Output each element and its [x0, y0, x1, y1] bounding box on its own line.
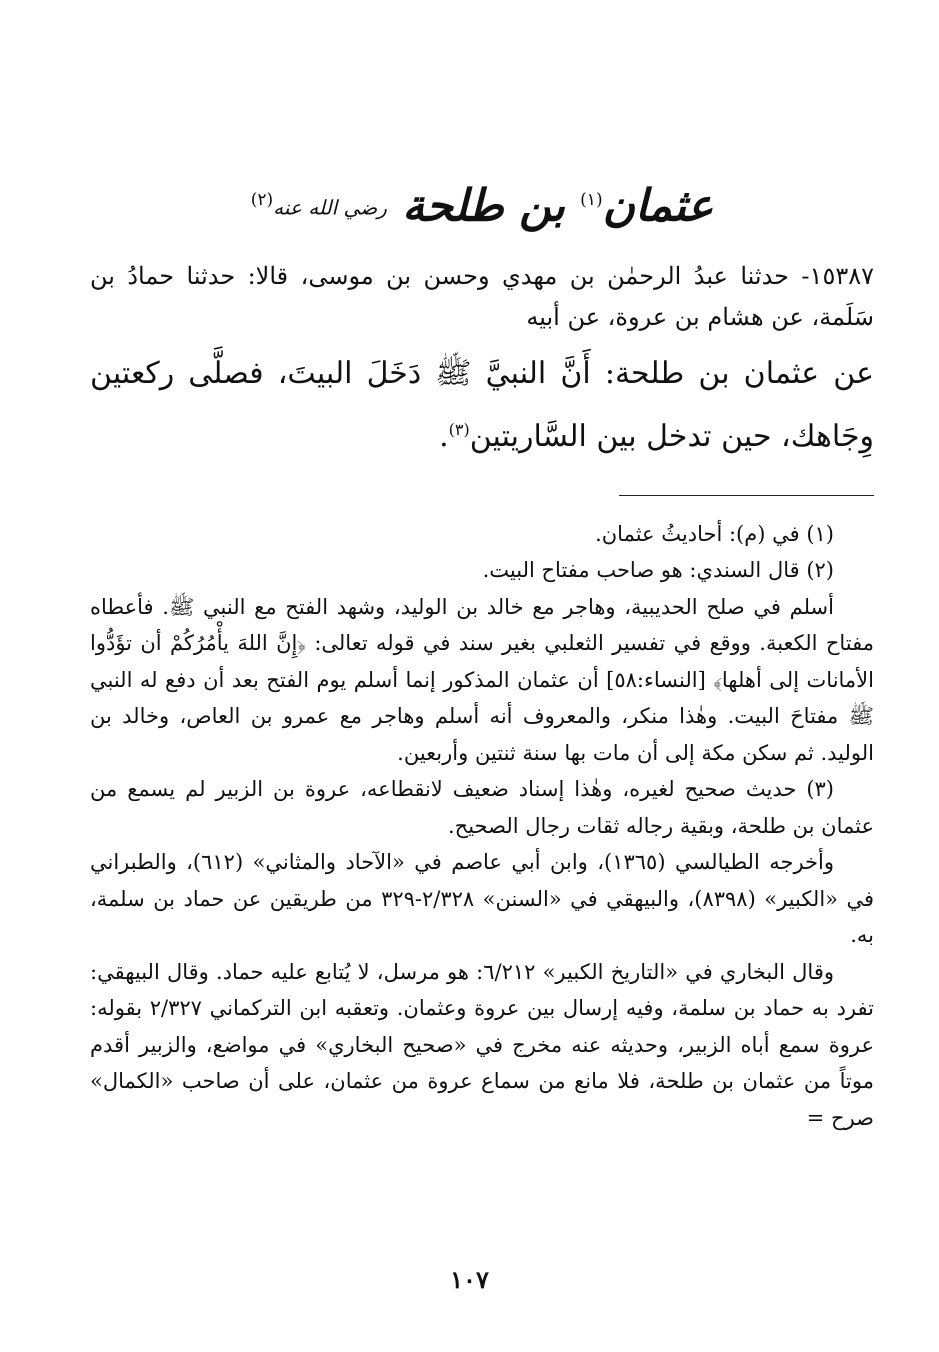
title-footnote-2: (٢) [250, 190, 274, 210]
footnote-separator [619, 495, 874, 496]
hadith-isnad: ١٥٣٨٧- حدثنا عبدُ الرحمٰن بن مهدي وحسن بن موسى، قالا: حدثنا حمادُ بن سَلَمة، عن هشام بن عروة، عن أبيه [90, 261, 874, 331]
page-body [90, 170, 874, 1136]
footnote-2-continued: أسلم في صلح الحديبية، وهاجر مع خالد بن الوليد، وشهد الفتح مع النبي ﷺ. فأعطاه مفتاح الكعبة. ووقع في تفسير الثعلبي بغير سند في قوله تعالى: ﴿إِنَّ اللهَ يأْمُرُكُمْ أن تؤَدُّوا الأمانات إلى أهلها﴾ [النساء:٥٨] أن عثمان المذكور إنما أسلم يوم الفتح بعد أن دفع له النبي ﷺ مفتاحَ البيت. وهٰذا منكر، والمعروف أنه أسلم وهاجر مع عمرو بن العاص، وخالد بن الوليد. ثم سكن مكة إلى أن مات بها سنة ثنتين وأربعين. [90, 594, 874, 765]
hadith-matn-text: عن عثمان بن طلحة: أَنَّ النبيَّ ﷺ دَخَلَ البيتَ، فصلَّى ركعتين وِجَاهك، حين تدخل بين السَّاريتين [90, 355, 874, 454]
title-honorific: رضي الله عنه [273, 195, 387, 220]
hadith-footnote-3: (٣) [448, 419, 470, 439]
hadith-matn: عن عثمان بن طلحة: أَنَّ النبيَّ ﷺ دَخَلَ البيتَ، فصلَّى ركعتين وِجَاهك، حين تدخل بين السَّاريتين$^{(٣)}$. [90, 355, 874, 454]
page-number: ١٠٧ [450, 1265, 489, 1294]
title-rest: بن طلحة [402, 180, 565, 232]
footnote-3: (٣) حديث صحيح لغيره، وهٰذا إسناد ضعيف لانقطاعه، عروة بن الزبير لم يسمع من عثمان بن طلحة، وبقية رجاله ثقات رجال الصحيح. [90, 777, 874, 838]
footnote-3-takhrij: وأخرجه الطيالسي (١٣٦٥)، وابن أبي عاصم في «الآحاد والمثاني» (٦١٢)، والطبراني في «الكبير» (٨٣٩٨)، والبيهقي في «السنن» ٢/٣٢٨-٣٢٩ من طريقين عن حماد بن سلمة، به. [90, 850, 875, 948]
title-name: عثمان [602, 180, 714, 232]
title-footnote-1: (١) [580, 190, 603, 210]
footnote-3-discussion: وقال البخاري في «التاريخ الكبير» ٦/٢١٢: هو مرسل، لا يُتابع عليه حماد. وقال البيهقي: تفرد به حماد بن سلمة، وفيه إرسال بين عروة وعثمان. وتعقبه ابن التركماني ٢/٣٢٧ بقوله: عروة سمع أباه الزبير، وحديثه عنه مخرج في «صحيح البخاري» في مواضع، والزبير أقدم موتاً من عثمان بن طلحة، فلا مانع من سماع عروة من عثمان، على أن صاحب «الكمال» صرح = [90, 959, 874, 1130]
chapter-title [90, 170, 874, 238]
footnote-2: (٢) قال السندي: هو صاحب مفتاح البيت. [482, 558, 834, 583]
footnote-1: (١) في (م): أحاديثُ عثمان. [595, 521, 834, 546]
